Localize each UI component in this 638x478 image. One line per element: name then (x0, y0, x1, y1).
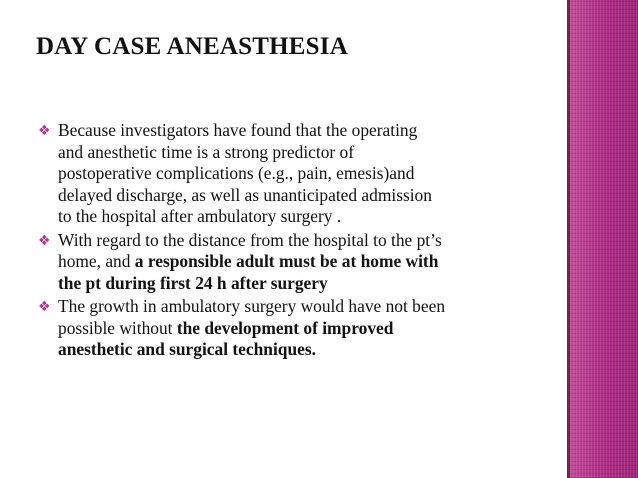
bullet-item-2 (38, 230, 558, 295)
bold-text-run: a responsible adult must be at home with (134, 251, 439, 271)
diamond-bullet-icon: ❖ (38, 299, 51, 315)
bullet-line (58, 296, 558, 318)
diamond-bullet-icon: ❖ (38, 232, 51, 249)
bullet-line (58, 230, 558, 252)
text-run: and anesthetic time is a strong predictor of (58, 141, 355, 162)
bullet-line (58, 163, 558, 185)
bold-text-run: the pt during first 24 h after surgery (58, 272, 328, 293)
text-run: postoperative complications (e.g., pain, emesis)and (58, 163, 415, 183)
bullet-list (38, 120, 558, 363)
bullet-line (58, 142, 558, 164)
bold-text-run: the development of improved (176, 317, 394, 338)
text-run: to the hospital after ambulatory surgery . (58, 206, 342, 226)
text-run: The growth in ambulatory surgery would have not been (58, 296, 446, 316)
bullet-line (58, 185, 558, 207)
bullet-line (58, 206, 558, 228)
bullet-line (58, 339, 558, 361)
bullet-item-1 (38, 120, 558, 228)
bullet-line (58, 318, 558, 340)
bullet-line (58, 251, 558, 273)
diamond-bullet-icon: ❖ (38, 123, 51, 139)
bullet-item-3 (38, 296, 558, 361)
text-run: Because investigators have found that the operating (58, 120, 418, 140)
slide-title: DAY CASE ANEASTHESIA (36, 33, 348, 60)
bold-text-run: anesthetic and surgical techniques. (58, 339, 316, 359)
bullet-line (58, 273, 558, 295)
text-run: delayed discharge, as well as unanticipated admission (58, 184, 432, 205)
text-run: possible without (58, 317, 177, 338)
bullet-line (58, 120, 558, 142)
decorative-side-band (567, 0, 638, 478)
text-run: With regard to the distance from the hospital to the pt’s (58, 229, 442, 250)
text-run: home, and (58, 251, 135, 271)
